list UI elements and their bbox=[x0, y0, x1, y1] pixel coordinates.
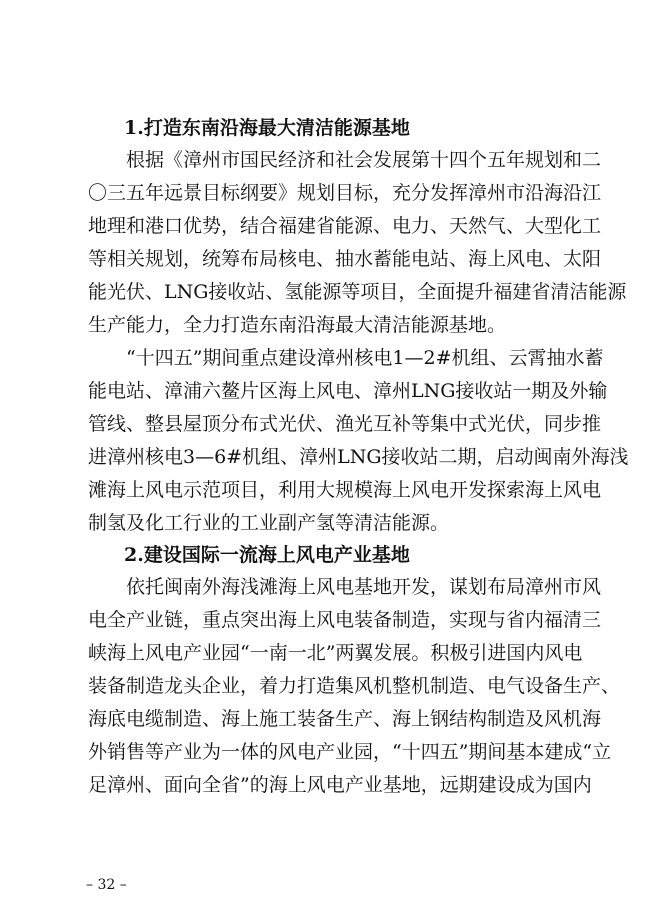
paragraph-line: 地理和港口优势，结合福建省能源、电力、天然气、大型化工 bbox=[88, 215, 602, 237]
paragraph-3 bbox=[88, 571, 621, 802]
paragraph-line: 海底电缆制造、海上施工装备生产、海上钢结构制造及风机海 bbox=[88, 708, 602, 730]
section-heading-1: 1.打造东南沿海最大清洁能源基地 bbox=[124, 117, 410, 139]
section-heading-2: 2.建设国际一流海上风电产业基地 bbox=[124, 544, 410, 566]
paragraph-line: “十四五”期间重点建设漳州核电1—2#机组、云霄抽水蓄 bbox=[126, 347, 604, 369]
page-number: – 32 – bbox=[86, 877, 127, 893]
paragraph-line: 制氢及化工行业的工业副产氢等清洁能源。 bbox=[88, 512, 450, 534]
paragraph-line: 装备制造龙头企业，着力打造集风机整机制造、电气设备生产、 bbox=[88, 675, 621, 697]
paragraph-line: 〇三五年远景目标纲要》规划目标，充分发挥漳州市沿海沿江 bbox=[88, 182, 602, 204]
paragraph-1 bbox=[88, 144, 627, 342]
paragraph-line: 进漳州核电3—6#机组、漳州LNG接收站二期，启动闽南外海浅 bbox=[88, 446, 629, 468]
paragraph-line: 能光伏、LNG接收站、氢能源等项目，全面提升福建省清洁能源 bbox=[88, 281, 627, 303]
paragraph-2 bbox=[88, 342, 629, 540]
paragraph-line: 足漳州、面向全省”的海上风电产业基地，远期建设成为国内 bbox=[88, 774, 592, 796]
paragraph-line: 依托闽南外海浅滩海上风电基地开发，谋划布局漳州市风 bbox=[126, 576, 602, 598]
paragraph-line: 能电站、漳浦六鳌片区海上风电、漳州LNG接收站一期及外输 bbox=[88, 380, 608, 402]
paragraph-line: 峡海上风电产业园“一南一北”两翼发展。积极引进国内风电 bbox=[88, 642, 583, 664]
paragraph-line: 外销售等产业为一体的风电产业园，“十四五”期间基本建成“立 bbox=[88, 741, 612, 763]
paragraph-line: 管线、整县屋顶分布式光伏、渔光互补等集中式光伏，同步推 bbox=[88, 413, 602, 435]
paragraph-line: 根据《漳州市国民经济和社会发展第十四个五年规划和二 bbox=[126, 149, 602, 171]
paragraph-line: 生产能力，全力打造东南沿海最大清洁能源基地。 bbox=[88, 314, 507, 336]
body-text bbox=[88, 113, 629, 802]
paragraph-line: 滩海上风电示范项目，利用大规模海上风电开发探索海上风电 bbox=[88, 479, 602, 501]
paragraph-line: 等相关规划，统筹布局核电、抽水蓄能电站、海上风电、太阳 bbox=[88, 248, 602, 270]
paragraph-line: 电全产业链，重点突出海上风电装备制造，实现与省内福清三 bbox=[88, 609, 602, 631]
